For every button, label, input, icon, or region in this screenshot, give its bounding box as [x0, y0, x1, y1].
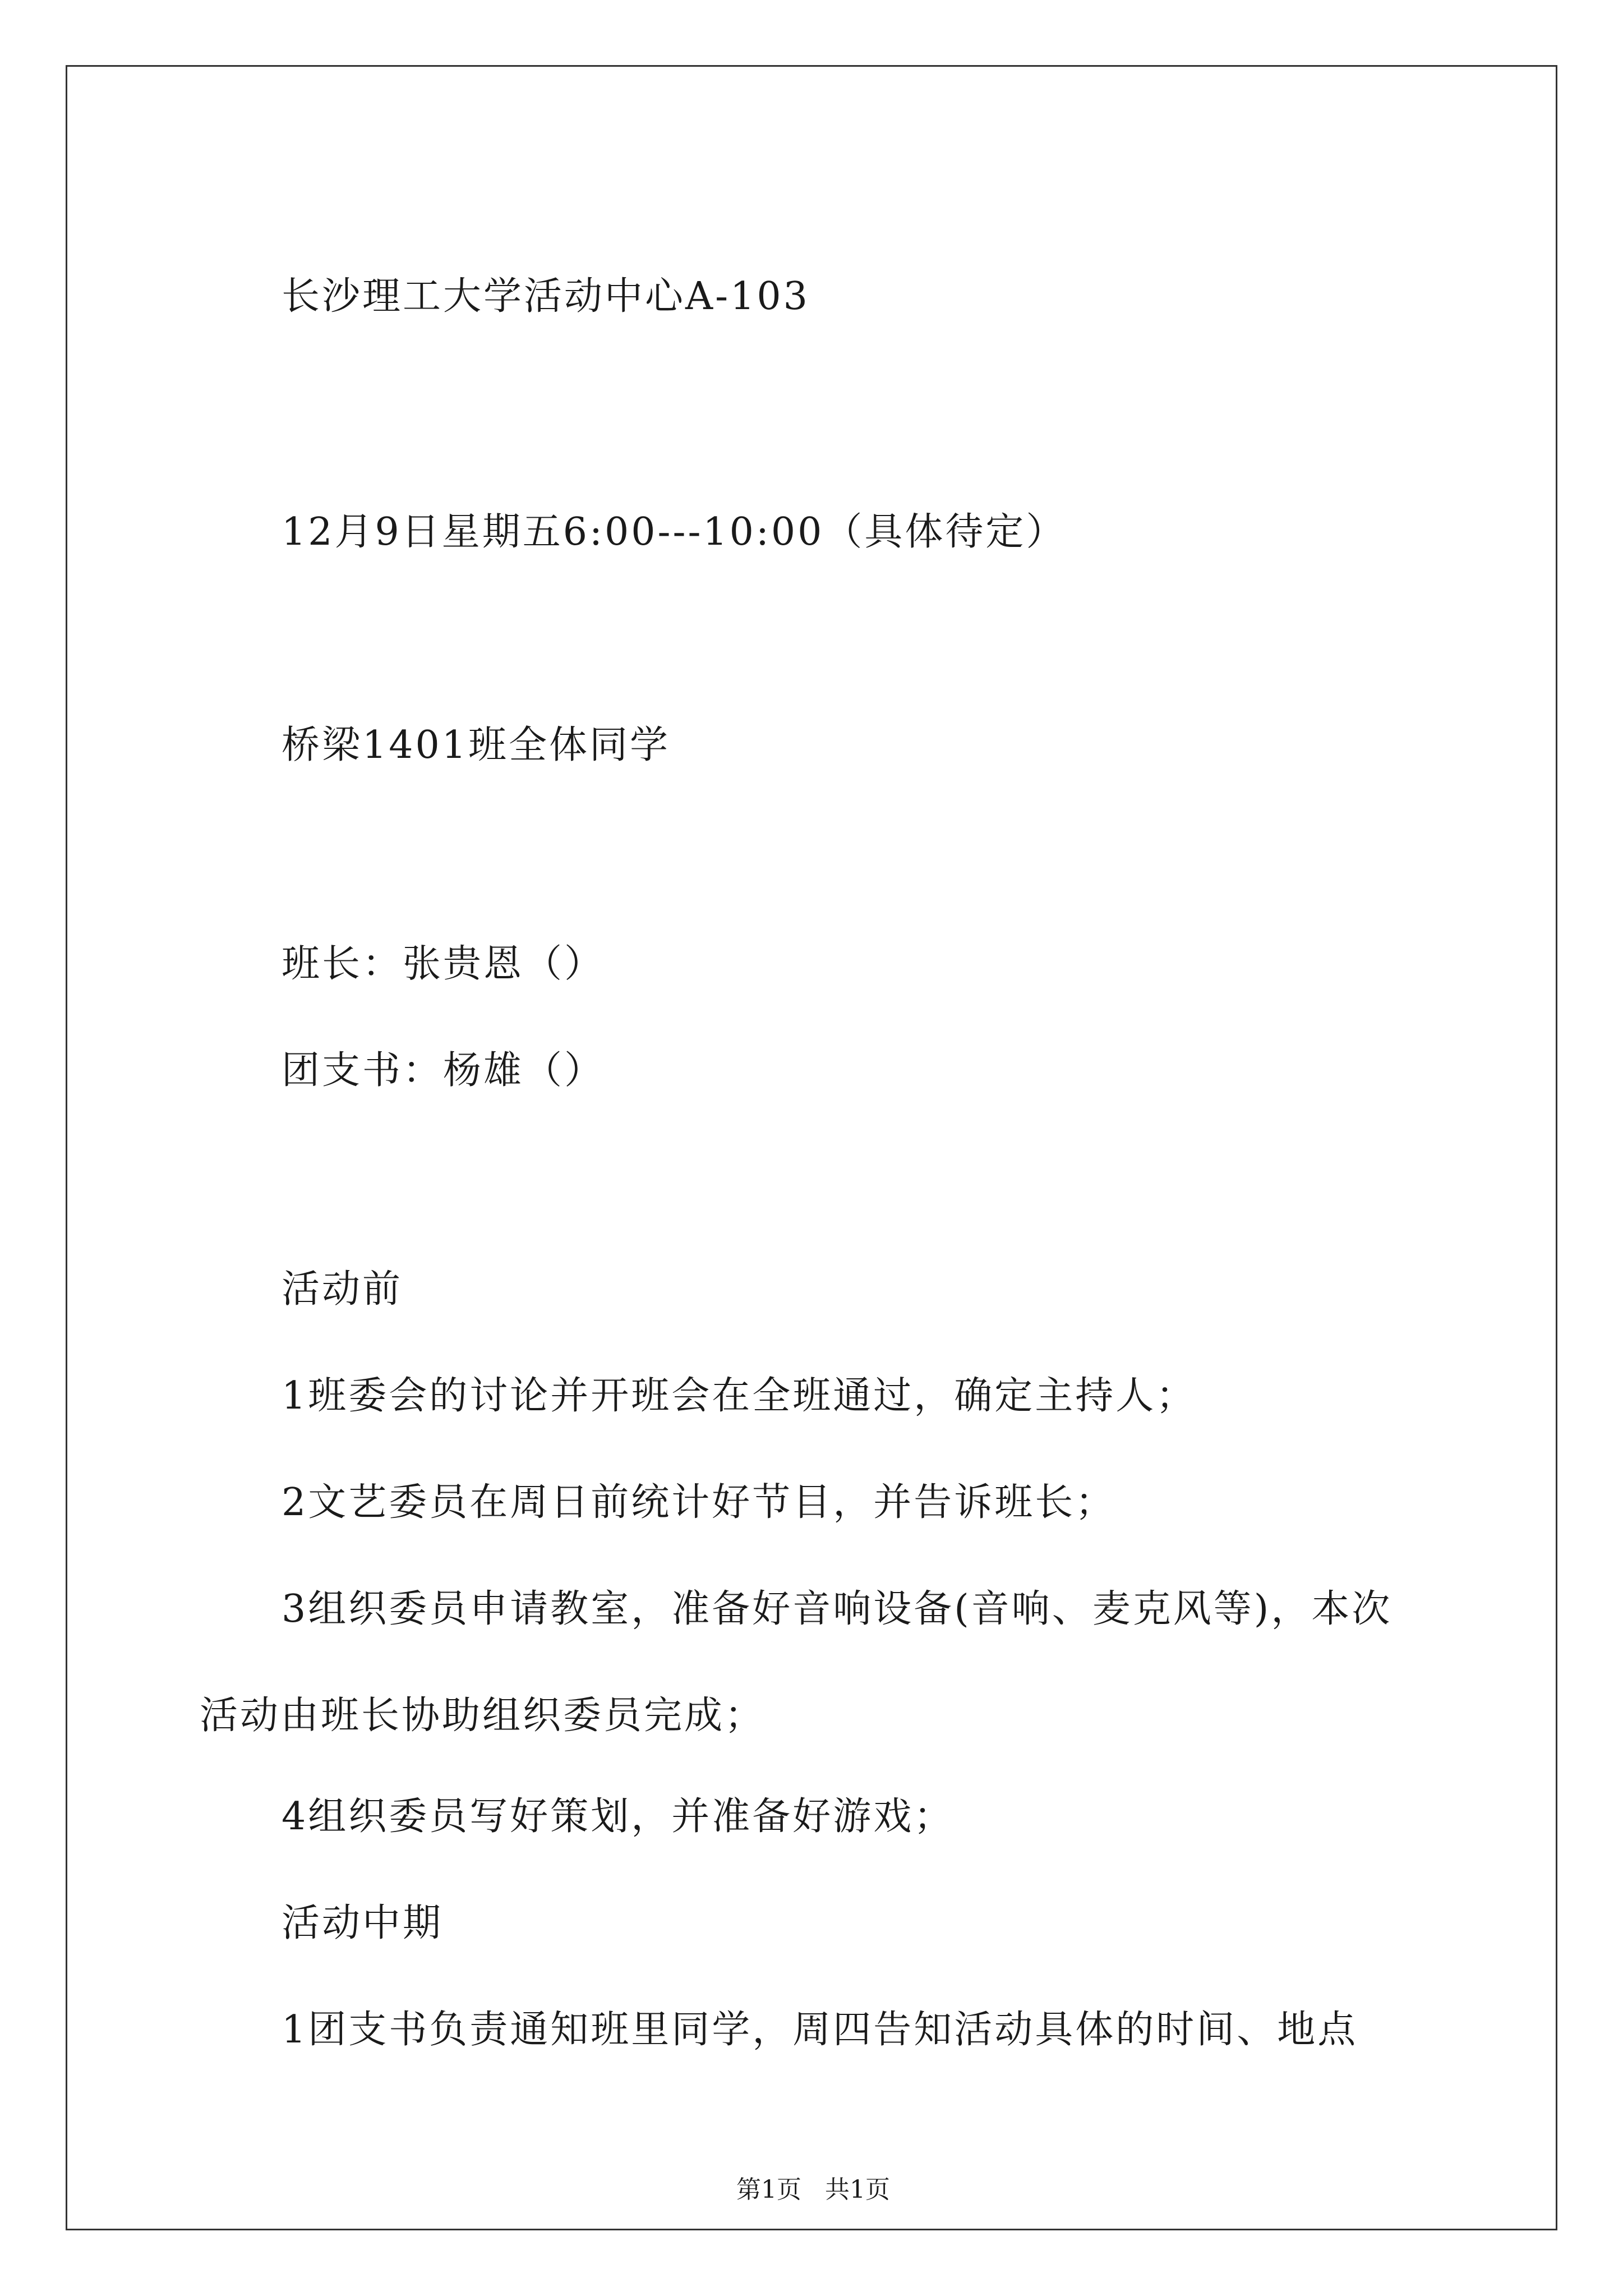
venue-line: 长沙理工大学活动中心A-103: [282, 274, 810, 319]
list-item: 1团支书负责通知班里同学，周四告知活动具体的时间、地点: [282, 2008, 1358, 2052]
section-heading-before: 活动前: [282, 1267, 403, 1312]
participants-line: 桥梁1401班全体同学: [282, 723, 671, 767]
monitor-line: 班长：张贵恩（）: [282, 942, 605, 986]
section-heading-middle: 活动中期: [282, 1901, 444, 1945]
list-item-continuation: 活动由班长协助组织委员完成；: [200, 1694, 766, 1738]
page-number: 第1页 共1页: [736, 2175, 890, 2204]
list-item: 4组织委员写好策划，并准备好游戏；: [282, 1795, 955, 1839]
date-time-line: 12月9日星期五6:00---10:00（具体待定）: [282, 510, 1067, 554]
list-item: 2文艺委员在周日前统计好节目，并告诉班长；: [282, 1480, 1116, 1525]
list-item: 1班委会的讨论并开班会在全班通过，确定主持人；: [282, 1374, 1197, 1418]
list-item: 3组织委员申请教室，准备好音响设备(音响、麦克风等)，本次: [282, 1587, 1393, 1631]
page-frame: [66, 65, 1557, 2230]
league-secretary-line: 团支书：杨雄（）: [282, 1048, 605, 1093]
